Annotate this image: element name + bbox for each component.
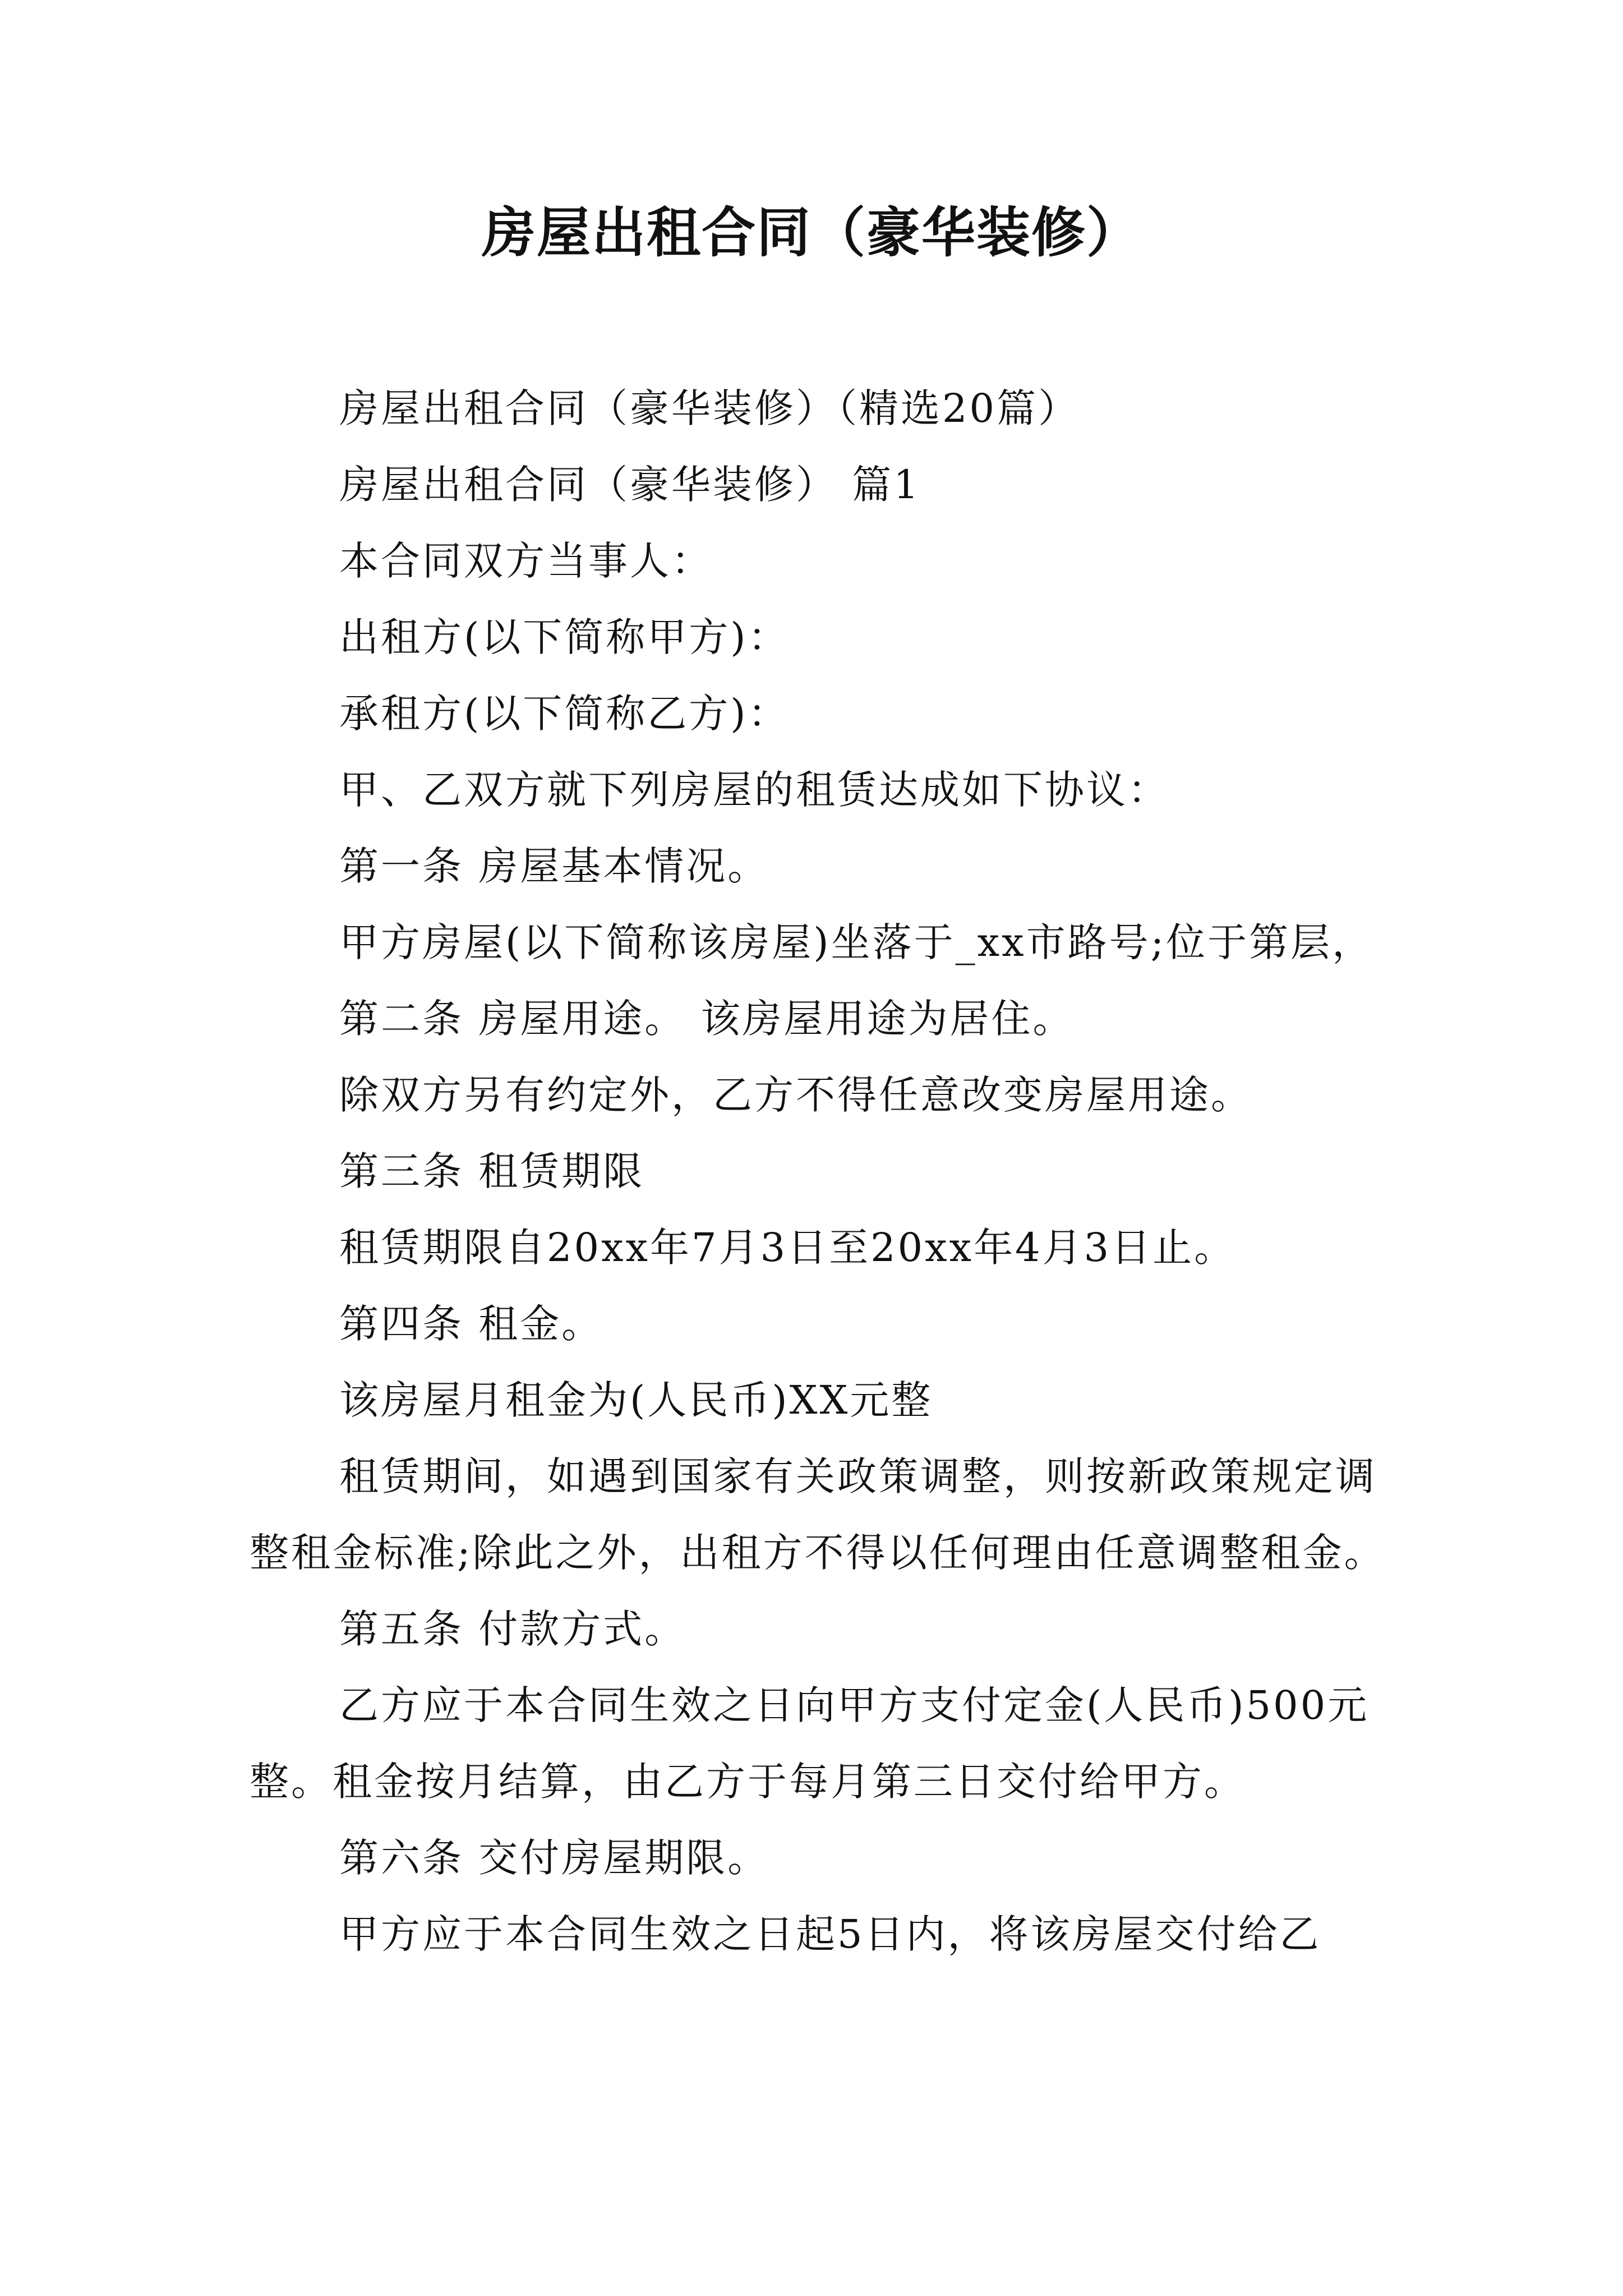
article-heading: 第五条 付款方式。 <box>339 1606 686 1652</box>
paragraph: 租赁期限自20xx年7月3日至20xx年4月3日止。 <box>339 1225 1236 1271</box>
paragraph: 甲方房屋(以下简称该房屋)坐落于_xx市路号;位于第层， <box>339 919 1374 965</box>
paragraph: 甲、乙双方就下列房屋的租赁达成如下协议： <box>339 767 1169 813</box>
article-heading: 第三条 租赁期限 <box>339 1148 645 1194</box>
article-heading: 第二条 房屋用途。 该房屋用途为居住。 <box>339 996 1075 1042</box>
section-heading: 房屋出租合同（豪华装修） 篇1 <box>339 462 921 508</box>
document-title: 房屋出租合同（豪华装修） <box>482 201 1141 264</box>
article-heading: 第一条 房屋基本情况。 <box>339 843 769 889</box>
doc-subtitle: 房屋出租合同（豪华装修）（精选20篇） <box>339 385 1080 431</box>
paragraph: 乙方应于本合同生效之日向甲方支付定金(人民币)500元整。租金按月结算，由乙方于每月第三日交付给甲方。 <box>250 1682 1370 1805</box>
document-body <box>250 370 1388 1972</box>
paragraph: 本合同双方当事人： <box>339 538 713 584</box>
article-heading: 第六条 交付房屋期限。 <box>339 1835 769 1881</box>
paragraph: 承租方(以下简称乙方)： <box>339 691 790 737</box>
paragraph: 甲方应于本合同生效之日起5日内，将该房屋交付给乙 <box>339 1911 1321 1957</box>
article-heading: 第四条 租金。 <box>339 1301 603 1347</box>
paragraph: 出租方(以下简称甲方)： <box>339 614 790 660</box>
paragraph: 租赁期间，如遇到国家有关政策调整，则按新政策规定调整租金标准;除此之外，出租方不得以任何理由任意调整租金。 <box>250 1453 1386 1576</box>
paragraph: 该房屋月租金为(人民币)XX元整 <box>339 1377 933 1423</box>
paragraph: 除双方另有约定外，乙方不得任意改变房屋用途。 <box>339 1072 1252 1118</box>
